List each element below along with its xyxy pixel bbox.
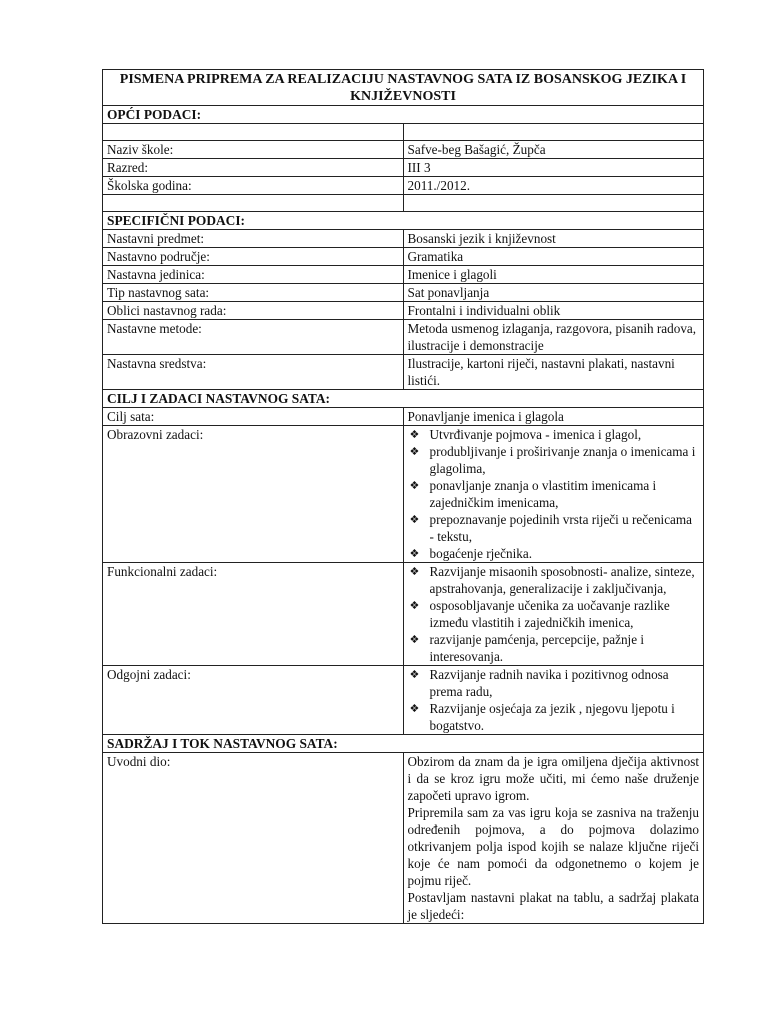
table-row — [103, 355, 704, 390]
blank-row — [103, 195, 704, 212]
field-value: III 3 — [403, 159, 704, 177]
table-row — [103, 177, 704, 195]
list-item: ❖ produbljivanje i proširivanje znanja o imenicama i glagolima, — [408, 443, 700, 477]
lesson-plan-table — [102, 69, 704, 924]
field-label: Cilj sata: — [103, 408, 404, 426]
table-row — [103, 230, 704, 248]
table-row — [103, 320, 704, 355]
obrazovni-list — [408, 426, 700, 562]
field-value: Sat ponavljanja — [403, 284, 704, 302]
field-label: Nastavno područje: — [103, 248, 404, 266]
list-item: ❖ Razvijanje radnih navika i pozitivnog odnosa prema radu, — [408, 666, 700, 700]
field-label: Školska godina: — [103, 177, 404, 195]
table-row — [103, 408, 704, 426]
field-label: Oblici nastavnog rada: — [103, 302, 404, 320]
list-item: ❖ prepoznavanje pojedinih vrsta riječi u rečenicama - tekstu, — [408, 511, 700, 545]
table-row — [103, 266, 704, 284]
field-value: Gramatika — [403, 248, 704, 266]
list-item: ❖ Razvijanje misaonih sposobnosti- analize, sinteze, apstrahovanja, generalizacije i zaključivanja, — [408, 563, 700, 597]
field-value: Imenice i glagoli — [403, 266, 704, 284]
table-row — [103, 302, 704, 320]
table-row — [103, 753, 704, 924]
list-item: ❖ osposobljavanje učenika za uočavanje razlike između vlastitih i zajedničkih imenica, — [408, 597, 700, 631]
section-heading-general: OPĆI PODACI: — [103, 106, 704, 124]
list-item: ❖ bogaćenje rječnika. — [408, 545, 700, 562]
table-row — [103, 159, 704, 177]
field-value: Ilustracije, kartoni riječi, nastavni plakati, nastavni listići. — [403, 355, 704, 390]
odgojni-list — [408, 666, 700, 734]
document-title: PISMENA PRIPREMA ZA REALIZACIJU NASTAVNOG SATA IZ BOSANSKOG JEZIKA I KNJIŽEVNOSTI — [103, 70, 704, 106]
field-label: Uvodni dio: — [103, 753, 404, 924]
field-value: Ponavljanje imenica i glagola — [403, 408, 704, 426]
table-row — [103, 666, 704, 735]
field-label: Naziv škole: — [103, 141, 404, 159]
table-row — [103, 248, 704, 266]
list-item: ❖ Utvrđivanje pojmova - imenica i glagol, — [408, 426, 700, 443]
lesson-plan-document — [102, 69, 704, 924]
field-label: Razred: — [103, 159, 404, 177]
field-value: 2011./2012. — [403, 177, 704, 195]
funkcionalni-list-cell — [403, 563, 704, 666]
table-row — [103, 141, 704, 159]
uvodni-text-cell — [403, 753, 704, 924]
field-label: Obrazovni zadaci: — [103, 426, 404, 563]
section-heading-specific: SPECIFIČNI PODACI: — [103, 212, 704, 230]
field-label: Nastavna jedinica: — [103, 266, 404, 284]
paragraph: Postavljam nastavni plakat na tablu, a sadržaj plakata je sljedeći: — [407, 890, 699, 922]
list-item: ❖ Razvijanje osjećaja za jezik , njegovu ljepotu i bogatstvo. — [408, 700, 700, 734]
field-value: Metoda usmenog izlaganja, razgovora, pisanih radova, ilustracije i demonstracije — [403, 320, 704, 355]
section-heading-content: SADRŽAJ I TOK NASTAVNOG SATA: — [103, 735, 704, 753]
list-item: ❖ ponavljanje znanja o vlastitim imenicama i zajedničkim imenicama, — [408, 477, 700, 511]
field-value: Frontalni i individualni oblik — [403, 302, 704, 320]
paragraph: Pripremila sam za vas igru koja se zasniva na traženju određenih pojmova, a do pojmova dolazimo otkrivanjem polja ispod kojih se nalaze ključne riječi koje će nam pomoći da odgonetnemo o kojem je pojmu riječ. — [407, 805, 699, 888]
obrazovni-list-cell — [403, 426, 704, 563]
odgojni-list-cell — [403, 666, 704, 735]
blank-row — [103, 124, 704, 141]
table-row — [103, 284, 704, 302]
field-value: Bosanski jezik i književnost — [403, 230, 704, 248]
table-row — [103, 563, 704, 666]
field-value: Safve-beg Bašagić, Župča — [403, 141, 704, 159]
field-label: Odgojni zadaci: — [103, 666, 404, 735]
funkcionalni-list — [408, 563, 700, 665]
field-label: Nastavna sredstva: — [103, 355, 404, 390]
field-label: Tip nastavnog sata: — [103, 284, 404, 302]
table-row — [103, 426, 704, 563]
field-label: Funkcionalni zadaci: — [103, 563, 404, 666]
field-label: Nastavne metode: — [103, 320, 404, 355]
section-heading-goals: CILJ I ZADACI NASTAVNOG SATA: — [103, 390, 704, 408]
field-label: Nastavni predmet: — [103, 230, 404, 248]
list-item: ❖ razvijanje pamćenja, percepcije, pažnje i interesovanja. — [408, 631, 700, 665]
paragraph: Obzirom da znam da je igra omiljena dječija aktivnost i da se kroz igru može učiti, mi ćemo naše druženje započeti upravo igrom. — [407, 754, 699, 803]
